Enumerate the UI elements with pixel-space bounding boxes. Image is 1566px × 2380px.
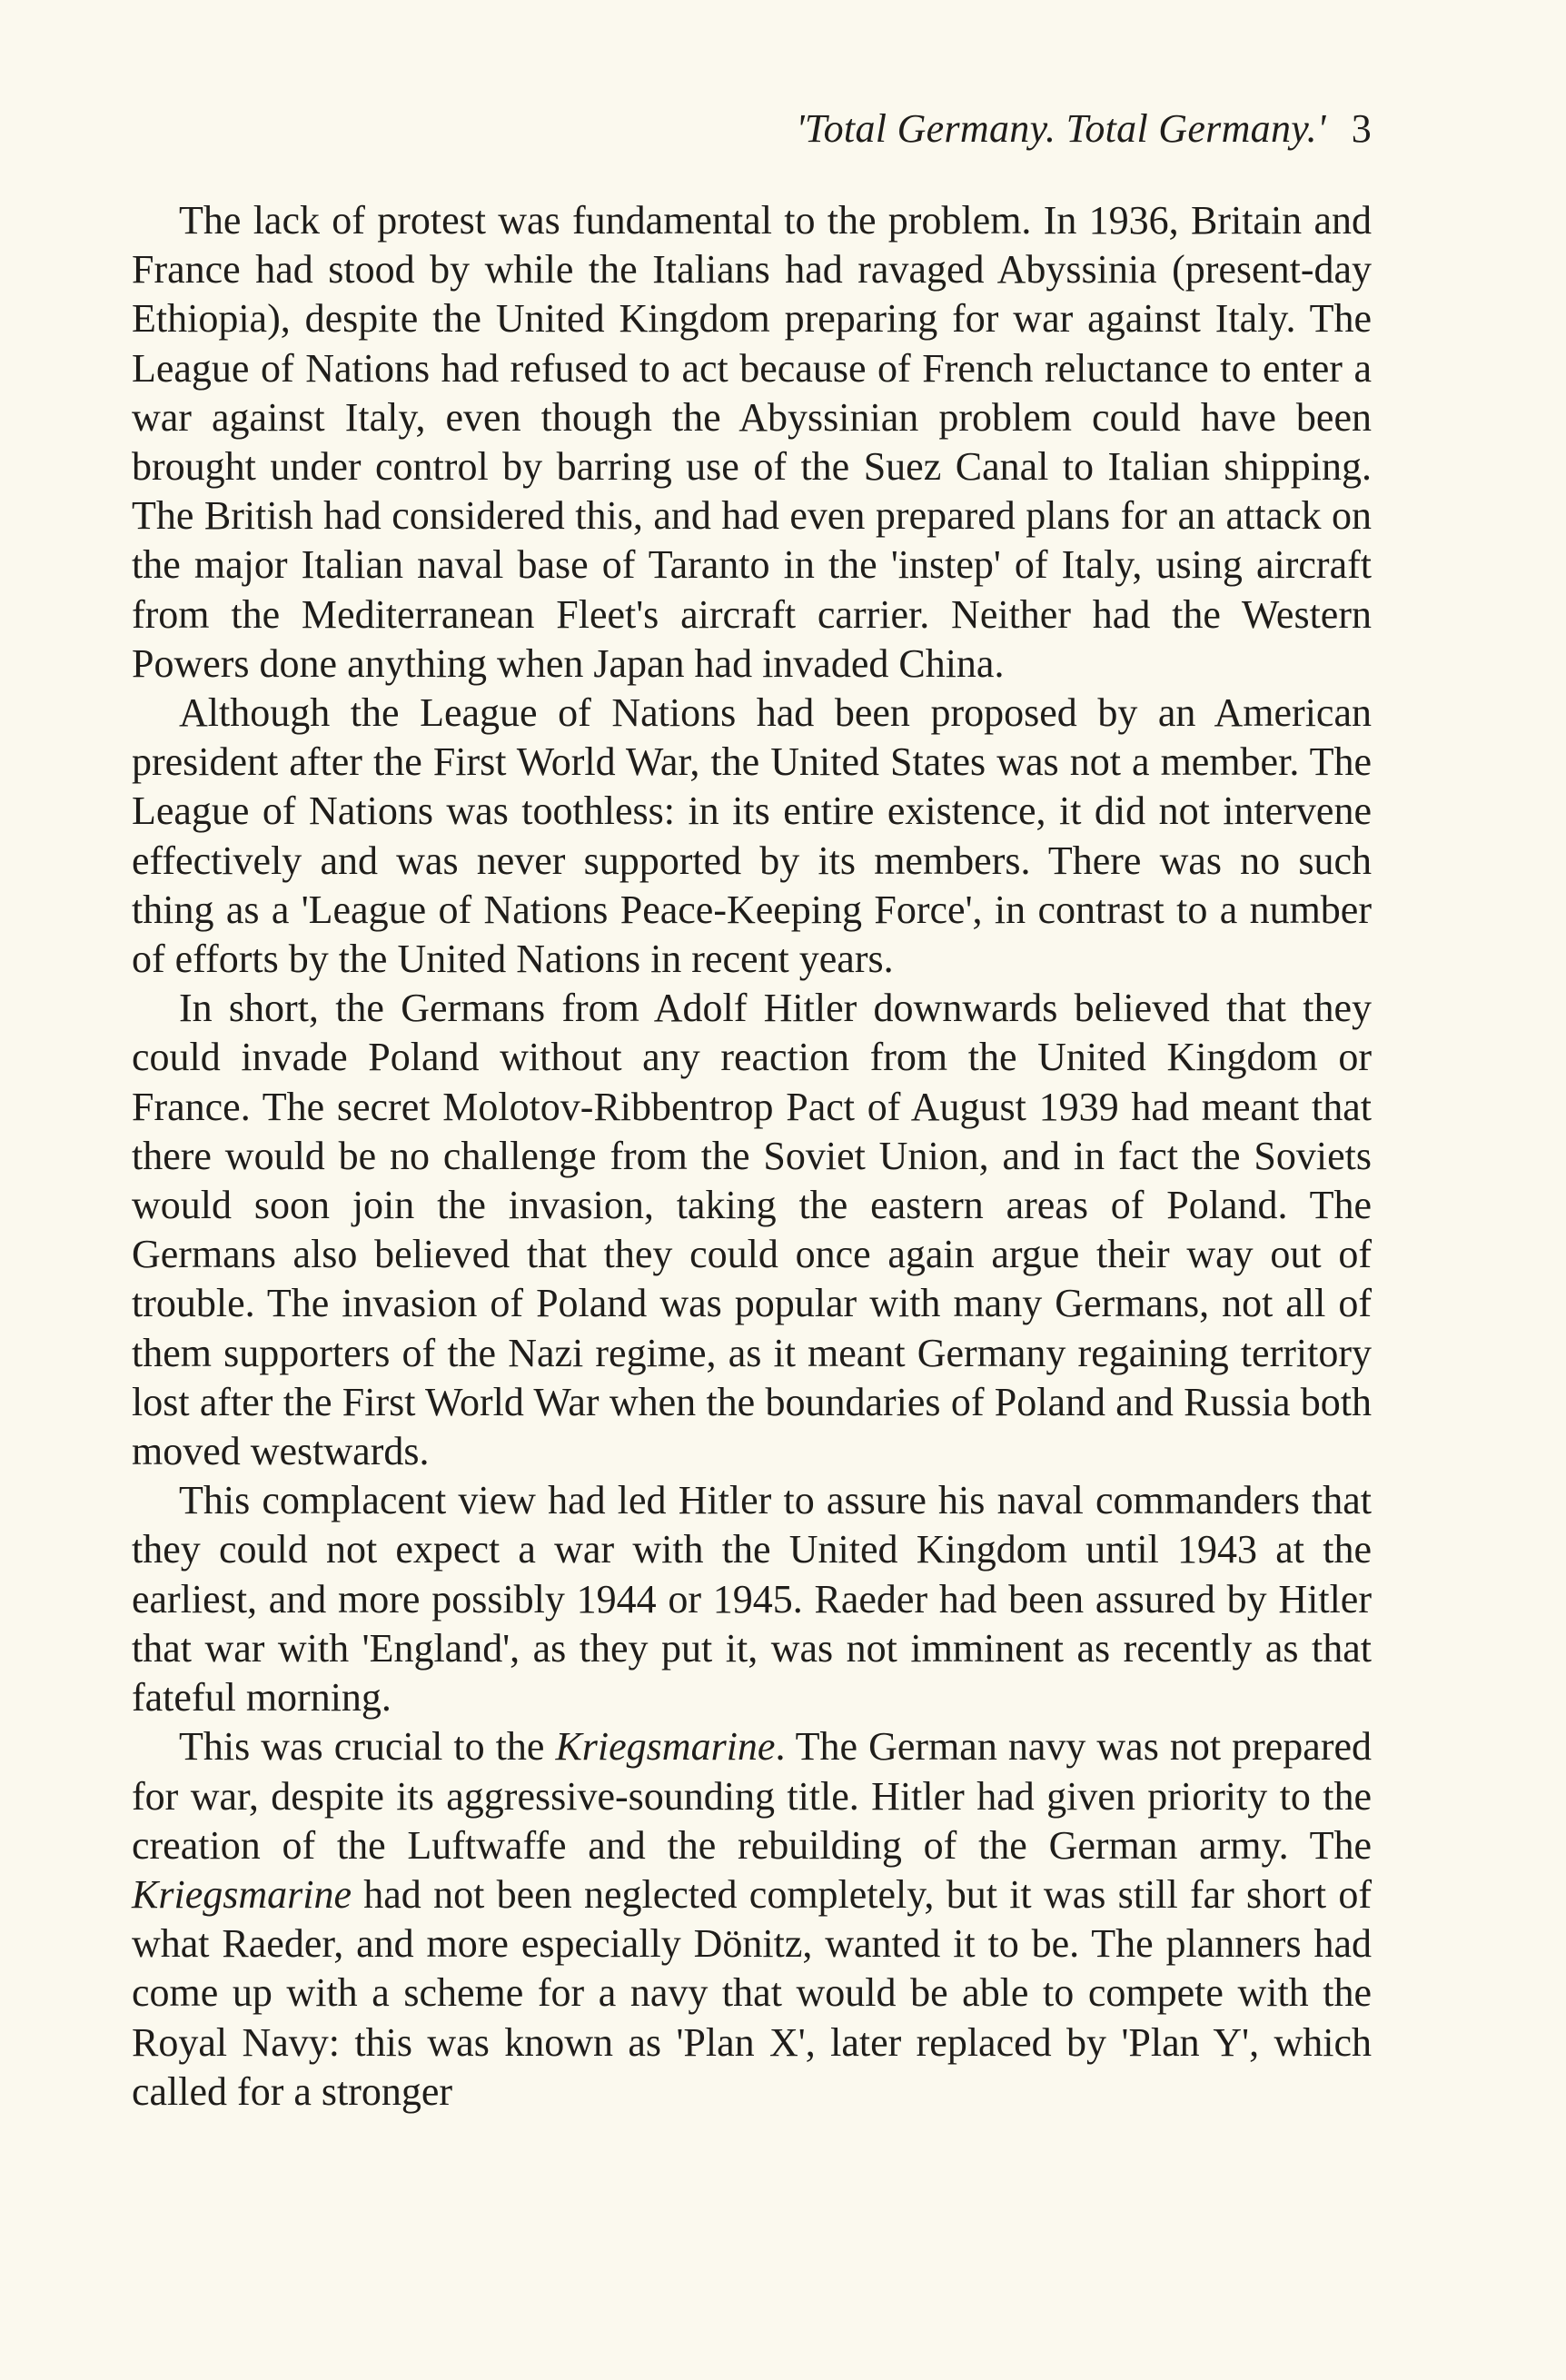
body-text	[132, 196, 1372, 2117]
paragraph-invade-poland: In short, the Germans from Adolf Hitler downwards believed that they could invade Poland without any reaction from the United Kingdom or France. The secret Molotov-Ribbentrop Pact of August 1939 had meant that there would be no challenge from the Soviet Union, and in fact the Soviets would soon join the invasion, taking the eastern areas of Poland. The Germans also believed that they could once again argue their way out of trouble. The invasion of Poland was popular with many Germans, not all of them supporters of the Nazi regime, as it meant Germany regaining territory lost after the First World War when the boundaries of Poland and Russia both moved westwards.	[132, 986, 1372, 1474]
paragraph-league-protest: The lack of protest was fundamental to the problem. In 1936, Britain and France had stood by while the Italians had ravaged Abyssinia (present-day Ethiopia), despite the United Kingdom preparing for war against Italy. The League of Nations had refused to act because of French reluctance to enter a war against Italy, even though the Abyssinian problem could have been brought under control by barring use of the Suez Canal to Italian shipping. The British had considered this, and had even prepared plans for an attack on the major Italian naval base of Taranto in the 'instep' of Italy, using aircraft from the Mediterranean Fleet's aircraft carrier. Neither had the Western Powers done anything when Japan had invaded China.	[132, 198, 1372, 686]
paragraph-kriegsmarine-part-1: This was crucial to the	[179, 1724, 556, 1770]
kriegsmarine-term-1: Kriegsmarine	[555, 1724, 776, 1770]
paragraph-kriegsmarine-part-3: had not been neglected completely, but it was still far short of what Raeder, and more especially Dönitz, wanted it to be. The planners had come up with a scheme for a navy that would be able to compete with the Royal Navy: this was known as 'Plan X', later replaced by 'Plan Y', which called for a stronger	[132, 1871, 1372, 2114]
running-head	[173, 102, 1372, 156]
page-number: 3	[1351, 106, 1372, 151]
paragraph-kriegsmarine-part-2: . The German navy was not prepared for war, despite its aggressive-sounding title. Hitler had given priority to the creation of the Luftwaffe and the rebuilding of the German army. The	[132, 1724, 1372, 1868]
paragraph-complacent-view: This complacent view had led Hitler to assure his naval commanders that they could not expect a war with the United Kingdom until 1943 at the earliest, and more possibly 1944 or 1945. Raeder had been assured by Hitler that war with 'England', as they put it, was not imminent as recently as that fateful morning.	[132, 1478, 1372, 1721]
paragraph-league-toothless: Although the League of Nations had been proposed by an American president after the First World War, the United States was not a member. The League of Nations was toothless: in its entire existence, it did not intervene effectively and was never supported by its members. There was no such thing as a 'League of Nations Peace-Keeping Force', in contrast to a number of efforts by the United Nations in recent years.	[132, 690, 1372, 982]
kriegsmarine-term-2: Kriegsmarine	[132, 1871, 352, 1917]
paragraph-kriegsmarine	[132, 1722, 1372, 2117]
running-head-title: 'Total Germany. Total Germany.'	[796, 106, 1326, 151]
